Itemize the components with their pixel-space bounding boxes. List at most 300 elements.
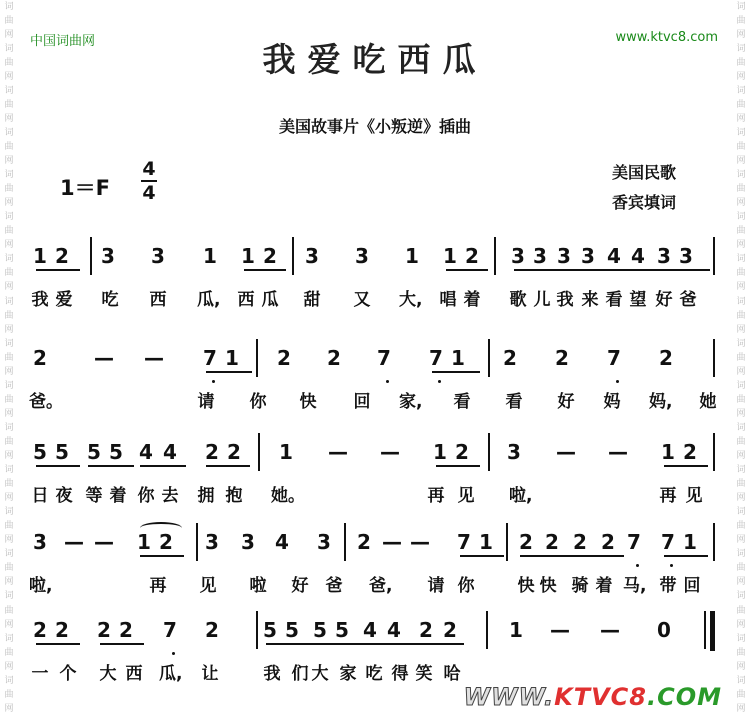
score-note: 3 (507, 440, 521, 464)
score-note: 3 (241, 530, 255, 554)
beam-underline (460, 555, 504, 557)
side-watermark-char: 网 (736, 577, 746, 588)
side-watermark-char: 曲 (736, 647, 746, 658)
beam-underline (36, 465, 80, 467)
score-note: 7 (661, 530, 675, 554)
score-note: 1 (241, 244, 255, 268)
score-note: — (382, 530, 402, 554)
score-note: — (144, 346, 164, 370)
side-watermark-char: 词 (4, 85, 14, 96)
side-watermark-char: 词 (4, 465, 14, 476)
site-url-right: www.ktvc8.com (615, 30, 718, 45)
score-note: 3 (33, 530, 47, 554)
score-note: 3 (557, 244, 571, 268)
side-watermark-char: 网 (736, 493, 746, 504)
score-note: 0 (657, 618, 671, 642)
score-note: 2 (33, 346, 47, 370)
lyric-char: 骑 (571, 576, 589, 596)
side-watermark-char: 曲 (4, 141, 14, 152)
score-note: 2 (683, 440, 697, 464)
lyric-char: 去 (161, 486, 179, 506)
side-watermark-char: 曲 (4, 605, 14, 616)
side-watermark-char: 曲 (4, 310, 14, 321)
side-watermark-char: 词 (4, 422, 14, 433)
side-watermark-char: 网 (4, 366, 14, 377)
score-note: 5 (87, 440, 101, 464)
side-watermark-char: 词 (736, 43, 746, 54)
side-watermark-char: 曲 (736, 689, 746, 700)
side-watermark-char: 词 (4, 675, 14, 686)
side-watermark-char: 曲 (4, 184, 14, 195)
score-note: 5 (33, 440, 47, 464)
score-note: 4 (387, 618, 401, 642)
score-note: 2 (55, 618, 69, 642)
score-note: 3 (581, 244, 595, 268)
lyric-char: 个 (59, 664, 77, 684)
side-watermark-char: 网 (4, 451, 14, 462)
side-watermark-char: 网 (736, 282, 746, 293)
lyric-char: 看 (605, 290, 623, 310)
bar-line (506, 523, 508, 561)
score-note: 2 (545, 530, 559, 554)
score-note: 2 (119, 618, 133, 642)
side-watermark-char: 网 (736, 703, 746, 714)
lyric-char: 再 (659, 486, 677, 506)
lyric-char: 西 (237, 290, 255, 310)
side-watermark-char: 网 (736, 198, 746, 209)
side-watermark-char: 网 (4, 703, 14, 714)
side-watermark-char: 网 (736, 71, 746, 82)
score-note: — (94, 346, 114, 370)
side-watermark-char: 词 (736, 507, 746, 518)
lyric-char: 啦, (29, 576, 53, 596)
score-note: 1 (405, 244, 419, 268)
score-note: 2 (263, 244, 277, 268)
beam-underline (244, 269, 286, 271)
score-note: 5 (313, 618, 327, 642)
octave-dot (212, 380, 215, 383)
beam-underline (664, 555, 708, 557)
side-watermark-char: 网 (4, 493, 14, 504)
side-watermark-char: 曲 (4, 436, 14, 447)
credit-lyricist: 香宾填词 (612, 193, 677, 212)
lyric-char: 甜 (303, 290, 321, 310)
side-watermark-char: 曲 (4, 226, 14, 237)
lyric-char: 爸, (369, 576, 393, 596)
side-watermark-char: 网 (736, 619, 746, 630)
site-name-left: 中国词曲网 (30, 34, 96, 49)
lyric-char: 妈, (649, 392, 673, 412)
beam-underline (432, 371, 480, 373)
beam-underline (514, 269, 710, 271)
bar-line (494, 237, 496, 275)
side-watermark-char: 词 (736, 1, 746, 12)
lyric-char: 我 (263, 664, 281, 684)
score-note: 3 (511, 244, 525, 268)
time-bottom: 4 (142, 182, 156, 204)
beam-underline (206, 465, 250, 467)
side-watermark-char: 词 (736, 591, 746, 602)
lyric-char: 我 (31, 290, 49, 310)
score-note: 7 (429, 346, 443, 370)
lyric-char: 家 (339, 664, 357, 684)
side-watermark-char: 网 (736, 156, 746, 167)
lyric-char: 西 (125, 664, 143, 684)
side-watermark-char: 曲 (736, 268, 746, 279)
score-note: 2 (443, 618, 457, 642)
score-note: 3 (305, 244, 319, 268)
side-watermark-char: 词 (736, 170, 746, 181)
score-note: 5 (55, 440, 69, 464)
lyric-char: 大, (399, 290, 423, 310)
lyric-char: 歌 (509, 290, 527, 310)
score-note: — (600, 618, 620, 642)
side-watermark-char: 网 (736, 408, 746, 419)
song-title: 我爱吃西瓜 (262, 40, 488, 79)
lyric-char: 笑 (415, 664, 433, 684)
score-note: 5 (285, 618, 299, 642)
side-watermark-char: 网 (4, 156, 14, 167)
lyric-char: 瓜, (159, 664, 183, 684)
beam-underline (100, 643, 144, 645)
score-note: 7 (163, 618, 177, 642)
score-note: 2 (555, 346, 569, 370)
lyric-char: 着 (463, 290, 481, 310)
score-note: 1 (683, 530, 697, 554)
lyric-char: 让 (201, 664, 219, 684)
side-watermark-char: 词 (4, 212, 14, 223)
lyric-char: 爸。 (29, 392, 63, 412)
lyric-char: 大 (99, 664, 117, 684)
bar-line (486, 611, 488, 649)
lyric-char: 看 (453, 392, 471, 412)
score-note: 3 (355, 244, 369, 268)
side-watermark-char: 网 (4, 282, 14, 293)
octave-dot (636, 564, 639, 567)
side-watermark-char: 曲 (736, 521, 746, 532)
bar-line (488, 339, 490, 377)
bar-line (256, 611, 258, 649)
score-note: 3 (679, 244, 693, 268)
side-watermark-char: 网 (4, 113, 14, 124)
side-watermark-char: 词 (4, 43, 14, 54)
beam-underline (88, 465, 134, 467)
score-note: 1 (225, 346, 239, 370)
side-watermark-char: 网 (4, 198, 14, 209)
score-note: 5 (263, 618, 277, 642)
bar-line (258, 433, 260, 471)
lyric-char: 又 (353, 290, 371, 310)
side-watermark-char: 曲 (4, 57, 14, 68)
side-watermark-char: 曲 (736, 184, 746, 195)
beam-underline (140, 555, 184, 557)
side-watermark-char: 词 (736, 85, 746, 96)
lyric-char: 啦, (509, 486, 533, 506)
side-watermark-char: 曲 (736, 352, 746, 363)
side-watermark-char: 曲 (4, 268, 14, 279)
score-note: 1 (451, 346, 465, 370)
score-note: 2 (327, 346, 341, 370)
lyric-char: 爸 (679, 290, 697, 310)
side-watermark-char: 词 (736, 338, 746, 349)
lyric-char: 回 (353, 392, 371, 412)
bar-line (292, 237, 294, 275)
side-watermark-char: 词 (4, 338, 14, 349)
side-watermark-char: 曲 (4, 99, 14, 110)
footer-watermark-suffix: .COM (646, 683, 722, 711)
lyric-char: 她 (699, 392, 717, 412)
score-note: 1 (137, 530, 151, 554)
lyric-char: 带 (659, 576, 677, 596)
score-note: 2 (159, 530, 173, 554)
octave-dot (616, 380, 619, 383)
lyric-char: 家, (399, 392, 423, 412)
side-watermark-char: 词 (736, 296, 746, 307)
side-watermark-char: 网 (4, 577, 14, 588)
lyric-char: 一 (31, 664, 49, 684)
side-watermark-char: 曲 (4, 647, 14, 658)
side-watermark-char: 网 (4, 619, 14, 630)
lyric-char: 你 (249, 392, 267, 412)
lyric-char: 见 (685, 486, 703, 506)
lyric-char: 好 (557, 392, 575, 412)
score-note: 4 (631, 244, 645, 268)
lyric-char: 抱 (225, 486, 243, 506)
score-note: 5 (335, 618, 349, 642)
score-note: 2 (601, 530, 615, 554)
side-watermark-char: 曲 (736, 310, 746, 321)
score-note: 2 (419, 618, 433, 642)
time-top: 4 (142, 158, 156, 180)
side-watermark-char: 词 (4, 591, 14, 602)
side-watermark-char: 网 (4, 535, 14, 546)
score-note: 3 (151, 244, 165, 268)
score-note: 1 (479, 530, 493, 554)
side-watermark-char: 词 (4, 633, 14, 644)
bar-line (344, 523, 346, 561)
score-note: — (94, 530, 114, 554)
side-watermark-char: 词 (4, 549, 14, 560)
lyric-char: 快 (299, 392, 317, 412)
score-note: 1 (33, 244, 47, 268)
side-watermark-char: 网 (4, 324, 14, 335)
key-signature: 1＝F (60, 176, 110, 200)
side-watermark-char: 曲 (736, 99, 746, 110)
score-note: — (410, 530, 430, 554)
lyric-char: 我 (556, 290, 574, 310)
score-note: 2 (573, 530, 587, 554)
lyric-char: 日 (31, 486, 49, 506)
lyric-char: 吃 (365, 664, 383, 684)
side-watermark-char: 曲 (736, 605, 746, 616)
side-watermark-char: 曲 (736, 394, 746, 405)
beam-underline (36, 643, 80, 645)
side-watermark-char: 词 (4, 507, 14, 518)
lyric-char: 见 (199, 576, 217, 596)
side-watermark-char: 词 (4, 296, 14, 307)
lyric-char: 啦 (249, 576, 267, 596)
score-note: 7 (607, 346, 621, 370)
score-note: 2 (97, 618, 111, 642)
score-note: 2 (503, 346, 517, 370)
score-note: 1 (279, 440, 293, 464)
score-note: 4 (139, 440, 153, 464)
side-watermark-char: 词 (736, 549, 746, 560)
side-watermark-char: 词 (4, 380, 14, 391)
lyric-char: 拥 (197, 486, 215, 506)
score-note: 2 (519, 530, 533, 554)
side-watermark-char: 网 (736, 366, 746, 377)
octave-dot (172, 652, 175, 655)
lyric-char: 请 (427, 576, 445, 596)
side-watermark-char: 网 (736, 29, 746, 40)
side-watermark-char: 词 (736, 465, 746, 476)
side-watermark-char: 网 (4, 240, 14, 251)
side-watermark-char: 曲 (736, 15, 746, 26)
score-note: 2 (357, 530, 371, 554)
score-note: — (380, 440, 400, 464)
bar-line (196, 523, 198, 561)
score-note: — (64, 530, 84, 554)
side-watermark-char: 曲 (4, 521, 14, 532)
side-watermark-char: 词 (736, 127, 746, 138)
lyric-char: 瓜 (261, 290, 279, 310)
lyric-char: 等 (85, 486, 103, 506)
score-note: 1 (509, 618, 523, 642)
footer-watermark-brand: KTVC8 (554, 683, 647, 711)
score-note: 7 (457, 530, 471, 554)
side-watermark-char: 词 (736, 212, 746, 223)
lyric-char: 马, (623, 576, 647, 596)
score-note: 4 (275, 530, 289, 554)
score-note: 2 (227, 440, 241, 464)
side-watermark-char: 网 (4, 408, 14, 419)
lyric-char: 见 (457, 486, 475, 506)
lyric-char: 唱 (439, 290, 457, 310)
lyric-char: 看 (505, 392, 523, 412)
lyric-char: 再 (427, 486, 445, 506)
side-watermark-char: 网 (736, 324, 746, 335)
side-watermark-char: 词 (736, 675, 746, 686)
score-note: 3 (657, 244, 671, 268)
octave-dot (386, 380, 389, 383)
side-watermark-char: 词 (736, 633, 746, 644)
beam-underline (436, 465, 480, 467)
bar-line (713, 339, 715, 377)
score-note: 1 (443, 244, 457, 268)
side-watermark-char: 网 (736, 113, 746, 124)
score-note: 2 (205, 440, 219, 464)
side-watermark-char: 网 (4, 71, 14, 82)
score-note: 7 (627, 530, 641, 554)
side-watermark-char: 曲 (4, 394, 14, 405)
lyric-char: 大 (311, 664, 329, 684)
octave-dot (670, 564, 673, 567)
side-watermark-char: 词 (4, 1, 14, 12)
bar-line (713, 237, 715, 275)
lyric-char: 妈 (603, 392, 621, 412)
song-subtitle: 美国故事片《小叛逆》插曲 (278, 117, 471, 136)
lyric-char: 快 (539, 576, 557, 596)
lyric-char: 你 (457, 576, 475, 596)
side-watermark-char: 曲 (736, 226, 746, 237)
side-watermark-left (2, 0, 16, 717)
lyric-char: 好 (655, 290, 673, 310)
lyric-char: 你 (137, 486, 155, 506)
lyric-char: 爱 (55, 290, 73, 310)
lyric-char: 着 (595, 576, 613, 596)
beam-underline (520, 555, 624, 557)
score-note: 2 (465, 244, 479, 268)
score-note: 3 (205, 530, 219, 554)
score-note: — (550, 618, 570, 642)
side-watermark-char: 词 (736, 380, 746, 391)
lyric-char: 爸 (325, 576, 343, 596)
score-note: 4 (363, 618, 377, 642)
side-watermark-char: 网 (4, 29, 14, 40)
side-watermark-char: 词 (736, 422, 746, 433)
lyric-char: 们 (291, 664, 309, 684)
octave-dot (438, 380, 441, 383)
score-note: 3 (533, 244, 547, 268)
score-note: 2 (277, 346, 291, 370)
side-watermark-char: 曲 (736, 563, 746, 574)
lyric-char: 西 (149, 290, 167, 310)
score-note: 2 (455, 440, 469, 464)
side-watermark-char: 曲 (4, 479, 14, 490)
side-watermark-char: 曲 (4, 563, 14, 574)
side-watermark-right (734, 0, 748, 717)
side-watermark-char: 网 (4, 661, 14, 672)
score-note: 1 (661, 440, 675, 464)
side-watermark-char: 网 (736, 240, 746, 251)
bar-line (90, 237, 92, 275)
lyric-char: 望 (629, 290, 647, 310)
side-watermark-char: 曲 (736, 57, 746, 68)
beam-underline (36, 269, 80, 271)
beam-underline (140, 465, 186, 467)
score-note: 2 (205, 618, 219, 642)
score-note: 2 (55, 244, 69, 268)
score-note: 7 (203, 346, 217, 370)
lyric-char: 回 (683, 576, 701, 596)
lyric-char: 她。 (271, 486, 305, 506)
side-watermark-char: 曲 (4, 352, 14, 363)
lyric-char: 儿 (533, 290, 551, 310)
side-watermark-char: 曲 (736, 141, 746, 152)
score-note: 3 (101, 244, 115, 268)
side-watermark-char: 曲 (736, 436, 746, 447)
side-watermark-char: 曲 (736, 479, 746, 490)
lyric-char: 夜 (55, 486, 73, 506)
score-note: 7 (377, 346, 391, 370)
score-note: — (328, 440, 348, 464)
final-bar-line (710, 611, 715, 651)
score-note: 2 (33, 618, 47, 642)
bar-line (713, 433, 715, 471)
beam-underline (206, 371, 252, 373)
lyric-char: 吃 (101, 290, 119, 310)
side-watermark-char: 曲 (4, 15, 14, 26)
lyric-char: 得 (391, 664, 409, 684)
lyric-char: 再 (149, 576, 167, 596)
tie-arc (140, 522, 182, 534)
side-watermark-char: 网 (736, 535, 746, 546)
lyric-char: 瓜, (197, 290, 221, 310)
bar-line (704, 611, 706, 649)
bar-line (488, 433, 490, 471)
score-note: 5 (109, 440, 123, 464)
